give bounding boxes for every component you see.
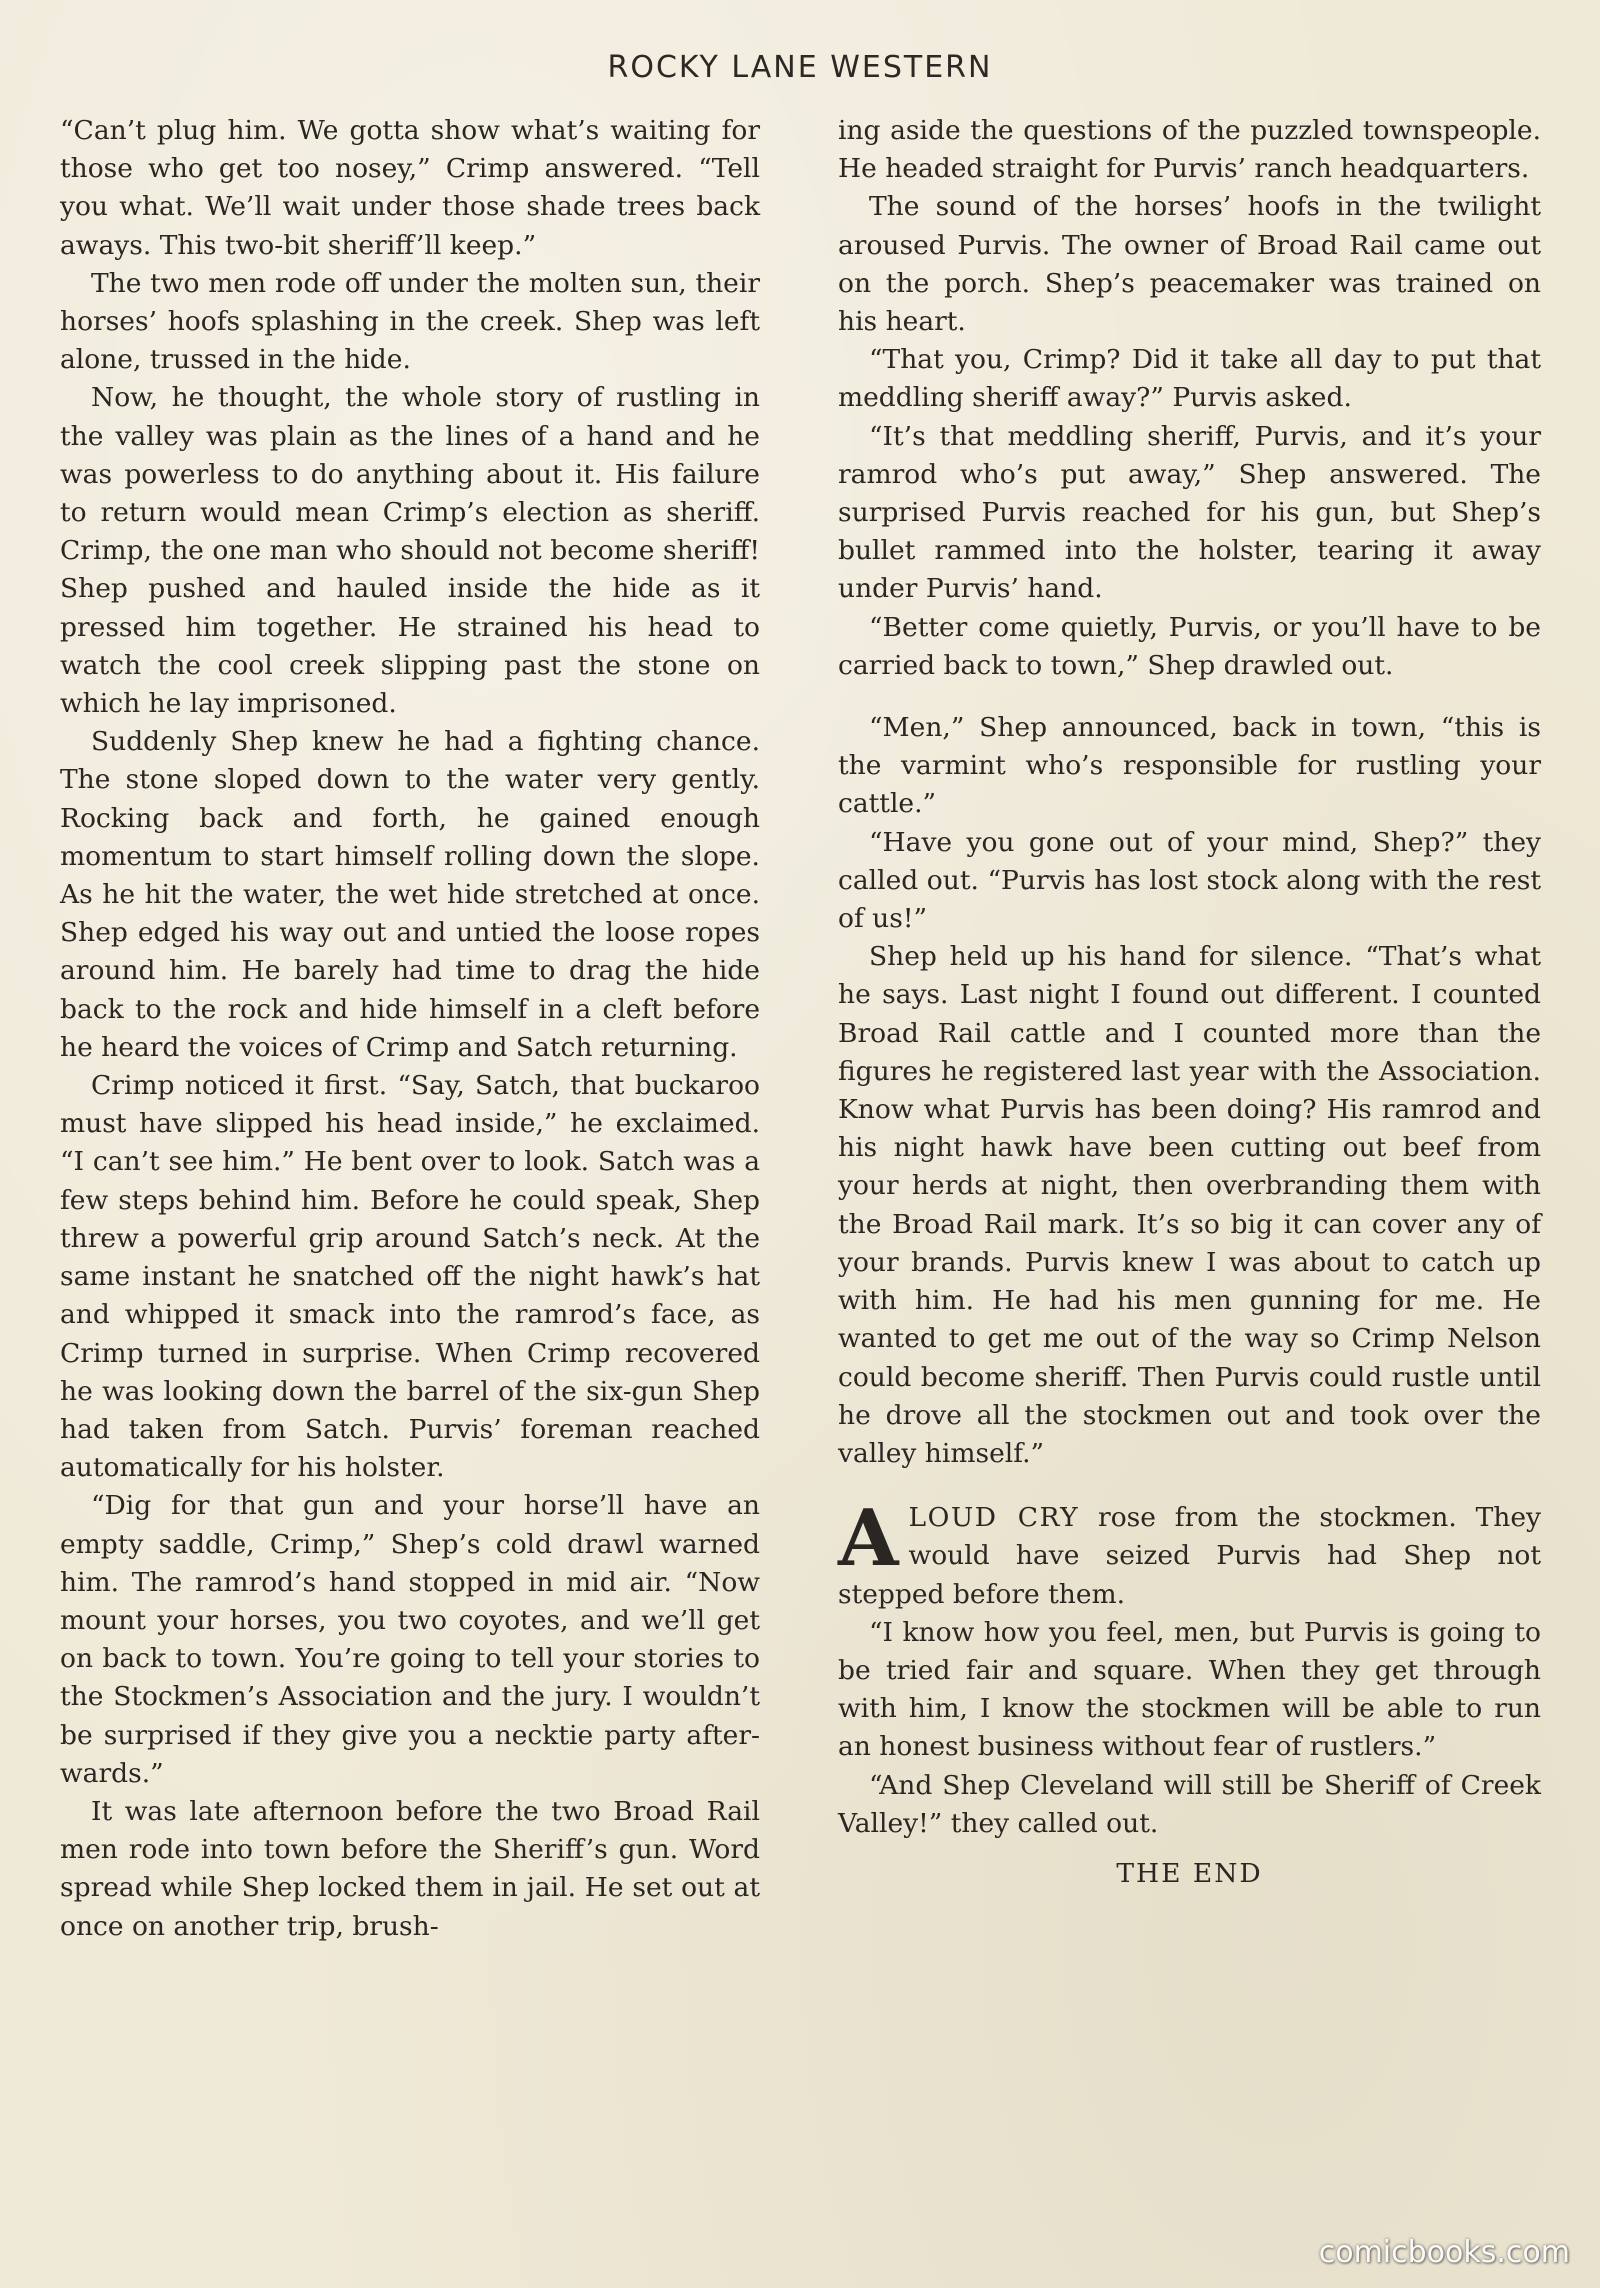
paragraph: Crimp noticed it first. “Say, Satch, that buckaroo must have slipped his head inside,” he exclaimed. “I can’t see him.” He bent over to look. Satch was a few steps behind him. Before he could speak, Shep threw a powerful grip around Satch’s neck. At the same instant he snatched off the night hawk’s hat and whipped it smack into the ramrod’s face, as Crimp turned in surprise. When Crimp recovered he was looking down the barrel of the six-gun Shep had taken from Satch. Purvis’ foreman reached automatically for his holster.: [60, 1070, 760, 1484]
paragraph: The sound of the horses’ hoofs in the twilight aroused Purvis. The owner of Broad Rail came out on the porch. Shep’s peacemaker was trained on his heart.: [838, 191, 1541, 338]
paragraph: It was late afternoon before the two Broad Rail men rode into town before the Sheriff’s gun. Word spread while Shep locked them in jail. He set out at once on another trip, brush-: [60, 1795, 760, 1942]
paragraph: “I know how you feel, men, but Purvis is going to be tried fair and square. When they get through with him, I know the stockmen will be able to run an honest business without fear of rustlers.”: [838, 1616, 1541, 1763]
paragraph: Shep held up his hand for silence. “That’s what he says. Last night I found out different. I counted Broad Rail cattle and I counted more than the figures he registered last year with the Association. Know what Purvis has been doing? His ramrod and his night hawk have been cutting out beef from your herds at night, then overbranding them with the Broad Rail mark. It’s so big it can cover any of your brands. Purvis knew I was about to catch up with him. He had his men gunning for me. He wanted to get me out of the way so Crimp Nelson could become sheriff. Then Purvis could rustle until he drove all the stockmen out and took over the valley himself.”: [838, 941, 1541, 1469]
paragraph: “That you, Crimp? Did it take all day to put that meddling sheriff away?” Purvis asked.: [838, 344, 1541, 414]
section-opening: [838, 1493, 1542, 1614]
right-column: [838, 112, 1541, 1893]
paragraph: Suddenly Shep knew he had a fighting chance. The stone sloped down to the water very gently. Rocking back and forth, he gained enough momentum to start himself rolling down the slope. As he hit the water, the wet hide stretched at once. Shep edged his way out and untied the loose ropes around him. He barely had time to drag the hide back to the rock and hide himself in a cleft before he heard the voices of Crimp and Satch returning.: [60, 726, 760, 1063]
section-text: rose from the stockmen. They would have seized Purvis had Shep not stepped before them.: [838, 1502, 1542, 1610]
paragraph-continuation: ing aside the questions of the puzzled townspeople. He headed straight for Purvis’ ranch headquarters.: [838, 115, 1541, 185]
paragraph: Now, he thought, the whole story of rustling in the valley was plain as the lines of a hand and he was powerless to do anything about it. His failure to return would mean Crimp’s election as sheriff. Crimp, the one man who should not become sheriff! Shep pushed and hauled inside the hide as it pressed him together. He strained his head to watch the cool creek slipping past the stone on which he lay imprisoned.: [60, 382, 760, 720]
section-lead-in: LOUD CRY: [908, 1502, 1080, 1534]
paragraph: “Better come quietly, Purvis, or you’ll have to be carried back to town,” Shep drawled out.: [838, 611, 1541, 681]
page-header: ROCKY LANE WESTERN: [607, 50, 993, 85]
site-watermark: comicbooks.com: [1318, 2235, 1570, 2270]
paragraph: The two men rode off under the molten sun, their horses’ hoofs splashing in the creek. Shep was left alone, trussed in the hide.: [60, 267, 760, 376]
paragraph: “Dig for that gun and your horse’ll have an empty saddle, Crimp,” Shep’s cold drawl warned him. The ramrod’s hand stopped in mid air. “Now mount your horses, you two coyotes, and we’ll get on back to town. You’re going to tell your stories to the Stockmen’s Association and the jury. I wouldn’t be surprised if they give you a necktie party afterwards.”: [60, 1490, 760, 1789]
paragraph: “It’s that meddling sheriff, Purvis, and it’s your ramrod who’s put away,” Shep answered. The surprised Purvis reached for his gun, but Shep’s bullet rammed into the holster, tearing it away under Purvis’ hand.: [838, 420, 1541, 605]
drop-cap: A: [838, 1493, 899, 1585]
left-column: [60, 112, 760, 1946]
paragraph: “Have you gone out of your mind, Shep?” they called out. “Purvis has lost stock along with the rest of us!”: [838, 826, 1541, 935]
the-end-label: THE END: [1116, 1857, 1263, 1889]
paragraph: “And Shep Cleveland will still be Sheriff of Creek Valley!” they called out.: [838, 1769, 1541, 1839]
paragraph: “Men,” Shep announced, back in town, “this is the varmint who’s responsible for rustling your cattle.”: [838, 712, 1541, 820]
paragraph: “Can’t plug him. We gotta show what’s waiting for those who get too nosey,” Crimp answered. “Tell you what. We’ll wait under those shade trees back aways. This two-bit sheriff’ll keep.”: [60, 115, 760, 261]
